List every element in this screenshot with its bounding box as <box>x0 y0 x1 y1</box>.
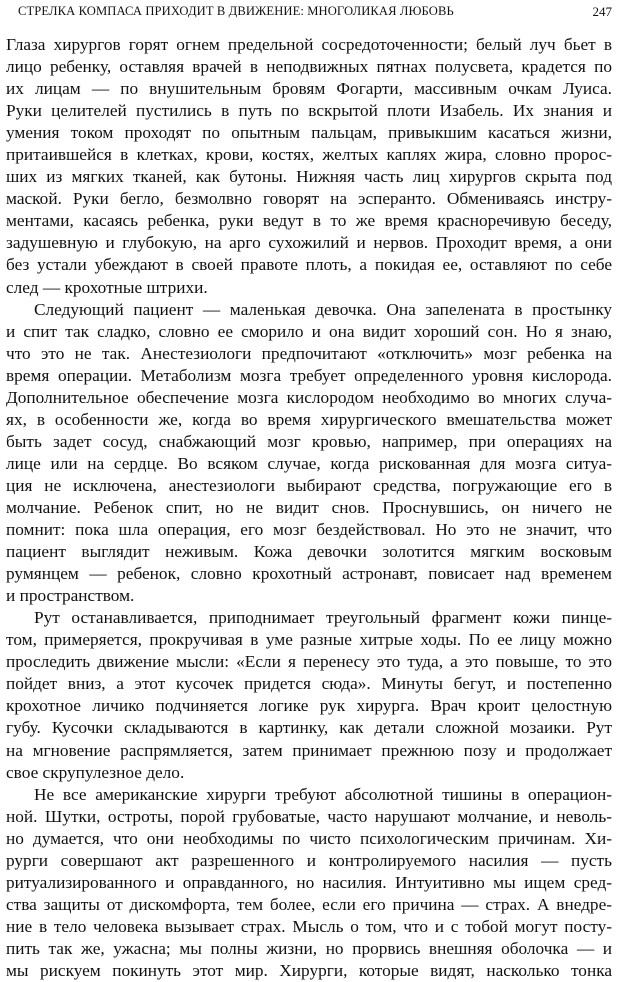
text-line: задушевную и глубокую, на арго сухожилий и нервов. Проходит время, а они <box>6 233 612 253</box>
text-line: время операции. Метаболизм мозга требует определенного уровня кислорода. <box>6 365 612 385</box>
text-line: маской. Руки бегло, безмолвно говорят на эсперанто. Обмениваясь инстру- <box>6 189 612 209</box>
text-line: пациент выглядит неживым. Кожа девочки золотится мягким восковым <box>6 542 612 562</box>
text-line: ших из мягких тканей, как бутоны. Нижняя часть лиц хирургов скрыта под <box>6 167 612 187</box>
text-line: ной. Шутки, остроты, порой грубоватые, часто нарушают молчание, и неволь- <box>6 806 612 826</box>
text-line: лицо ребенку, оставляя врачей в неподвижных пятнах полусвета, крадется по <box>6 57 612 77</box>
text-line: но думается, что они необходимы по чисто психологическим причинам. Хи- <box>6 828 612 848</box>
text-line: пойдет вниз, а этот кусочек придется сюда». Минуты бегут, и постепенно <box>6 674 612 694</box>
body-text <box>6 34 612 982</box>
running-title: СТРЕЛКА КОМПАСА ПРИХОДИТ В ДВИЖЕНИЕ: МНОГОЛИКАЯ ЛЮБОВЬ <box>18 4 454 18</box>
text-line: ние в тело человека вызывает страх. Мысль о том, что и с тобой могут посту- <box>6 916 612 936</box>
text-line: пить так же, ужасна; мы полны жизни, но прорвись внешняя оболочка — и <box>6 938 612 958</box>
text-line: Не все американские хирурги требуют абсолютной тишины в операцион- <box>34 784 612 804</box>
text-line: лице или на сердце. Во всяком случае, когда рискованная для мозга ситуа- <box>6 453 612 473</box>
text-line: ментами, касаясь ребенка, руки ведут в то же время красноречивую беседу, <box>6 211 612 231</box>
text-line: ства защиты от дискомфорта, тем более, если его причина — страх. А внедре- <box>6 894 612 914</box>
text-line: быть задет сосуд, снабжающий мозг кровью, например, при операциях на <box>6 431 612 451</box>
text-line: румянцем — ребенок, словно крохотный астронавт, повисает над временем <box>6 564 612 584</box>
text-line: умения током проходят по опытным пальцам, привыкшим касаться жизни, <box>6 123 612 143</box>
text-line: Рут останавливается, приподнимает треугольный фрагмент кожи пинце- <box>34 608 612 628</box>
text-line: молчание. Ребенок спит, но не видит снов. Проснувшись, он ничего не <box>6 497 612 517</box>
text-line: крохотное личико подчиняется логике рук хирурга. Врач кроит целостную <box>6 696 612 716</box>
text-line: ция не исключена, анестезиологи выбирают средства, погружающие его в <box>6 475 612 495</box>
text-line: ритуализированного и оправданного, но насилия. Интуитивно мы ищем сред- <box>6 872 612 892</box>
text-line: притаившейся в клетках, крови, костях, желтых каплях жира, словно пророс- <box>6 145 612 165</box>
text-line: на мгновение распрямляется, затем принимает прежнюю позу и продолжает <box>6 740 612 760</box>
text-line: Следующий пациент — маленькая девочка. Она запелената в простынку <box>34 299 612 319</box>
text-line: мы рискуем покинуть этот мир. Хирурги, которые видят, насколько тонка <box>6 960 612 980</box>
text-line: Руки целителей пустились в путь по вскрытой плоти Изабель. Их знания и <box>6 101 612 121</box>
running-head <box>18 4 612 28</box>
text-line: рурги совершают акт разрешенного и контролируемого насилия — пусть <box>6 850 612 870</box>
text-line: что это не так. Анестезиологи предпочитают «отключить» мозг ребенка на <box>6 343 612 363</box>
text-line: без устали убеждают в своей правоте плоть, а покидая ее, оставляют по себе <box>6 255 612 275</box>
text-line: и пространством. <box>6 586 135 606</box>
text-line: и спит так сладко, словно ее сморило и она видит хороший сон. Но я знаю, <box>6 321 612 341</box>
text-line: свое скрупулезное дело. <box>6 762 185 782</box>
text-line: след — крохотные штрихи. <box>6 277 208 297</box>
text-line: Глаза хирургов горят огнем предельной сосредоточенности; белый луч бьет в <box>6 35 612 54</box>
text-line: ях, в особенности же, когда во время хирургического вмешательства может <box>6 409 612 429</box>
text-line: их лицам — по внушительным бровям Фогарти, массивным очкам Луиса. <box>6 79 612 99</box>
text-line: проследить движение мысли: «Если я перенесу это туда, а это повыше, то это <box>6 652 612 672</box>
text-line: губу. Кусочки складываются в картинку, как детали сложной мозаики. Рут <box>6 718 612 738</box>
text-line: Дополнительное обеспечение мозга кислородом необходимо во многих случа- <box>6 387 612 407</box>
page-number: 247 <box>592 4 612 19</box>
text-line: том, примеряется, прокручивая в уме разные хитрые ходы. По ее лицу можно <box>6 630 612 650</box>
text-line: помнит: пока шла операция, его мозг бездействовал. Но это не значит, что <box>6 520 612 540</box>
